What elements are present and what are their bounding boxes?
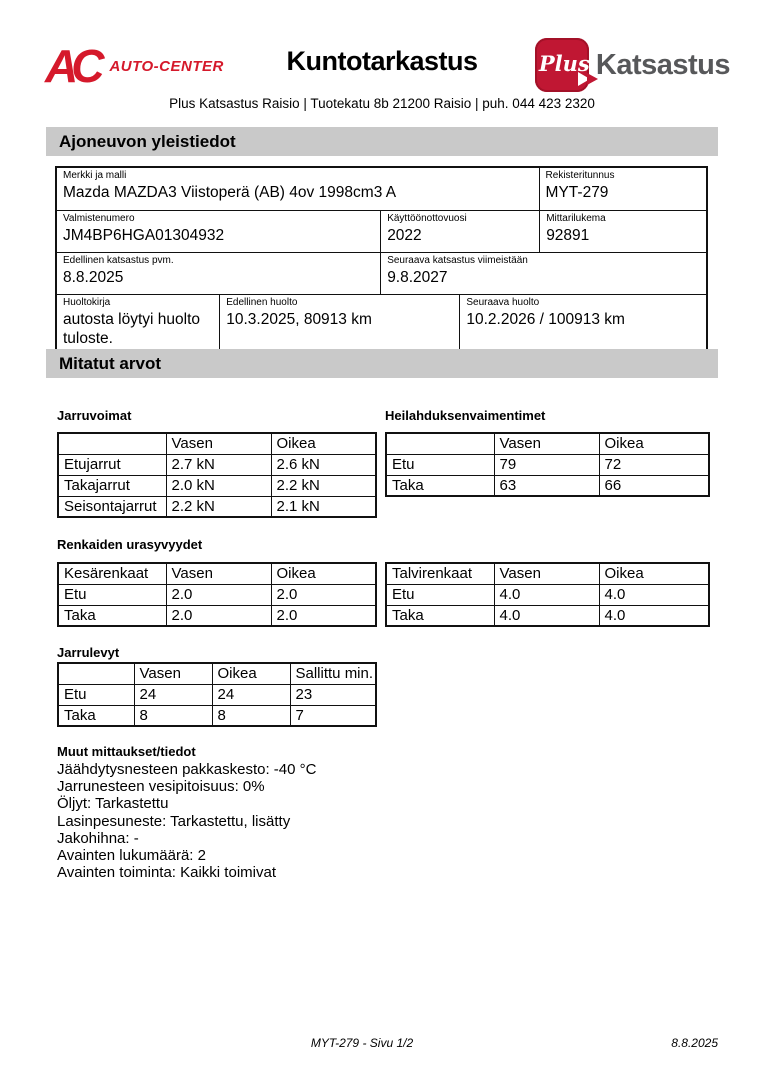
field-label: Mittarilukema xyxy=(546,213,606,224)
table-header-row xyxy=(58,563,376,584)
field-value: 9.8.2027 xyxy=(387,269,448,286)
field-label: Rekisteritunnus xyxy=(545,170,615,181)
row-label: Taka xyxy=(58,705,134,726)
shock-absorbers-title: Heilahduksenvaimentimet xyxy=(385,408,546,423)
field-value: Mazda MAZDA3 Viistoperä (AB) 4ov 1998cm3 A xyxy=(63,184,397,201)
header-cell: Oikea xyxy=(271,563,376,584)
value-cell: 2.2 kN xyxy=(166,496,271,517)
table-row xyxy=(57,210,706,252)
field-label: Edellinen katsastus pvm. xyxy=(63,255,174,266)
table-row xyxy=(386,475,709,496)
field-value: 92891 xyxy=(546,227,590,244)
table-row xyxy=(58,584,376,605)
row-label: Etujarrut xyxy=(58,454,166,475)
field-value: 10.3.2025, 80913 km xyxy=(226,311,372,328)
measurement-line: Jäähdytysnesteen pakkaskesto: -40 °C xyxy=(57,761,317,778)
value-cell: 2.0 xyxy=(166,605,271,626)
header-cell: Vasen xyxy=(166,563,271,584)
row-label: Etu xyxy=(58,684,134,705)
section-header-measured-values: Mitatut arvot xyxy=(46,349,718,378)
row-label: Etu xyxy=(386,584,494,605)
brake-forces-table xyxy=(57,432,377,518)
value-cell: 2.0 kN xyxy=(166,475,271,496)
table-row xyxy=(58,454,376,475)
station-address: Plus Katsastus Raisio | Tuotekatu 8b 21200 Raisio | puh. 044 423 2320 xyxy=(169,96,595,111)
header-cell: Oikea xyxy=(271,433,376,454)
winter-tyres-table xyxy=(385,562,710,627)
value-cell: 24 xyxy=(134,684,212,705)
value-cell: 4.0 xyxy=(494,584,599,605)
footer-date: 8.8.2025 xyxy=(671,1036,718,1050)
measurement-line: Avainten lukumäärä: 2 xyxy=(57,847,206,865)
field-value: MYT-279 xyxy=(545,184,609,201)
table-row xyxy=(58,684,376,705)
brake-forces-title: Jarruvoimat xyxy=(57,408,132,423)
measurement-line: Jarrunesteen vesipitoisuus: 0% xyxy=(57,778,265,796)
field-label: Huoltokirja xyxy=(63,297,111,308)
value-cell: 4.0 xyxy=(494,605,599,626)
header-cell xyxy=(58,663,134,684)
field-label: Seuraava katsastus viimeistään xyxy=(387,255,528,266)
value-cell: 8 xyxy=(212,705,290,726)
field-value: autosta löytyi huolto tuloste. xyxy=(63,311,201,347)
table-row xyxy=(58,705,376,726)
table-row xyxy=(57,252,706,294)
table-row xyxy=(386,605,709,626)
header-cell: Oikea xyxy=(599,433,709,454)
header-cell: Oikea xyxy=(212,663,290,684)
header-cell: Talvirenkaat xyxy=(386,563,494,584)
auto-center-logo-text: AUTO-CENTER xyxy=(109,57,224,75)
other-measurements-list xyxy=(57,761,316,881)
value-cell: 8 xyxy=(134,705,212,726)
cell-next-inspection xyxy=(380,253,706,294)
brake-discs-title: Jarrulevyt xyxy=(57,645,120,660)
field-label: Seuraava huolto xyxy=(466,297,540,308)
field-value: 8.8.2025 xyxy=(63,269,124,286)
measurement-line: Jakohihna: - xyxy=(57,829,139,847)
table-row xyxy=(386,584,709,605)
footer-page-number: MYT-279 - Sivu 1/2 xyxy=(310,1036,414,1050)
cell-registration xyxy=(539,168,706,210)
value-cell: 66 xyxy=(599,475,709,496)
header-cell: Sallittu min. xyxy=(290,663,376,684)
cell-make-model xyxy=(57,168,539,210)
value-cell: 2.0 xyxy=(271,605,376,626)
page-title: Kuntotarkastus xyxy=(286,46,478,76)
cell-first-use-year xyxy=(380,211,539,252)
table-row xyxy=(386,454,709,475)
value-cell: 63 xyxy=(494,475,599,496)
value-cell: 4.0 xyxy=(599,584,709,605)
header-cell: Kesärenkaat xyxy=(58,563,166,584)
row-label: Taka xyxy=(386,475,494,496)
cell-previous-service xyxy=(219,295,459,351)
cell-odometer xyxy=(539,211,706,252)
header-cell: Oikea xyxy=(599,563,709,584)
value-cell: 7 xyxy=(290,705,376,726)
value-cell: 2.7 kN xyxy=(166,454,271,475)
field-value: 2022 xyxy=(387,227,422,244)
section-header-general-info: Ajoneuvon yleistiedot xyxy=(46,127,718,156)
value-cell: 2.0 xyxy=(166,584,271,605)
measurement-line: Öljyt: Tarkastettu xyxy=(57,795,169,813)
row-label: Seisontajarrut xyxy=(58,496,166,517)
header-cell: Vasen xyxy=(166,433,271,454)
value-cell: 2.0 xyxy=(271,584,376,605)
field-label: Merkki ja malli xyxy=(63,170,127,181)
measurement-line: Lasinpesuneste: Tarkastettu, lisätty xyxy=(57,812,291,830)
shock-absorbers-table xyxy=(385,432,710,497)
table-row xyxy=(58,605,376,626)
value-cell: 2.2 kN xyxy=(271,475,376,496)
header-cell: Vasen xyxy=(494,433,599,454)
table-header-row xyxy=(58,433,376,454)
measurement-line: Avainten toiminta: Kaikki toimivat xyxy=(57,864,276,882)
value-cell: 79 xyxy=(494,454,599,475)
other-measurements-title: Muut mittaukset/tiedot xyxy=(57,744,196,759)
field-value: 10.2.2026 / 100913 km xyxy=(466,311,625,328)
value-cell: 23 xyxy=(290,684,376,705)
table-row xyxy=(58,496,376,517)
field-label: Edellinen huolto xyxy=(226,297,298,308)
header-cell xyxy=(386,433,494,454)
table-header-row xyxy=(386,563,709,584)
tyre-tread-depths-title: Renkaiden urasyvyydet xyxy=(57,537,203,552)
table-header-row xyxy=(386,433,709,454)
field-value: JM4BP6HGA01304932 xyxy=(63,227,225,244)
value-cell: 4.0 xyxy=(599,605,709,626)
value-cell: 72 xyxy=(599,454,709,475)
brake-discs-table xyxy=(57,662,377,727)
cell-vin xyxy=(57,211,380,252)
row-label: Taka xyxy=(386,605,494,626)
header-cell: Vasen xyxy=(134,663,212,684)
table-row xyxy=(58,475,376,496)
row-label: Etu xyxy=(386,454,494,475)
value-cell: 24 xyxy=(212,684,290,705)
field-label: Valmistenumero xyxy=(63,213,135,224)
plus-logo-tail-icon xyxy=(587,73,598,85)
summer-tyres-table xyxy=(57,562,377,627)
table-row xyxy=(57,294,706,351)
cell-service-book xyxy=(57,295,219,351)
row-label: Taka xyxy=(58,605,166,626)
value-cell: 2.1 kN xyxy=(271,496,376,517)
table-header-row xyxy=(58,663,376,684)
vehicle-info-table xyxy=(55,166,708,353)
field-label: Käyttöönottovuosi xyxy=(387,213,467,224)
header-cell xyxy=(58,433,166,454)
row-label: Etu xyxy=(58,584,166,605)
table-row xyxy=(57,168,706,210)
plus-katsastus-logo xyxy=(535,38,730,92)
auto-center-logo-icon: AC xyxy=(45,40,98,92)
katsastus-logo-text: Katsastus xyxy=(595,48,730,81)
plus-logo-text: Plus xyxy=(538,51,590,76)
row-label: Takajarrut xyxy=(58,475,166,496)
cell-previous-inspection xyxy=(57,253,380,294)
header-cell: Vasen xyxy=(494,563,599,584)
cell-next-service xyxy=(459,295,706,351)
value-cell: 2.6 kN xyxy=(271,454,376,475)
plus-logo-badge-icon xyxy=(535,38,589,92)
